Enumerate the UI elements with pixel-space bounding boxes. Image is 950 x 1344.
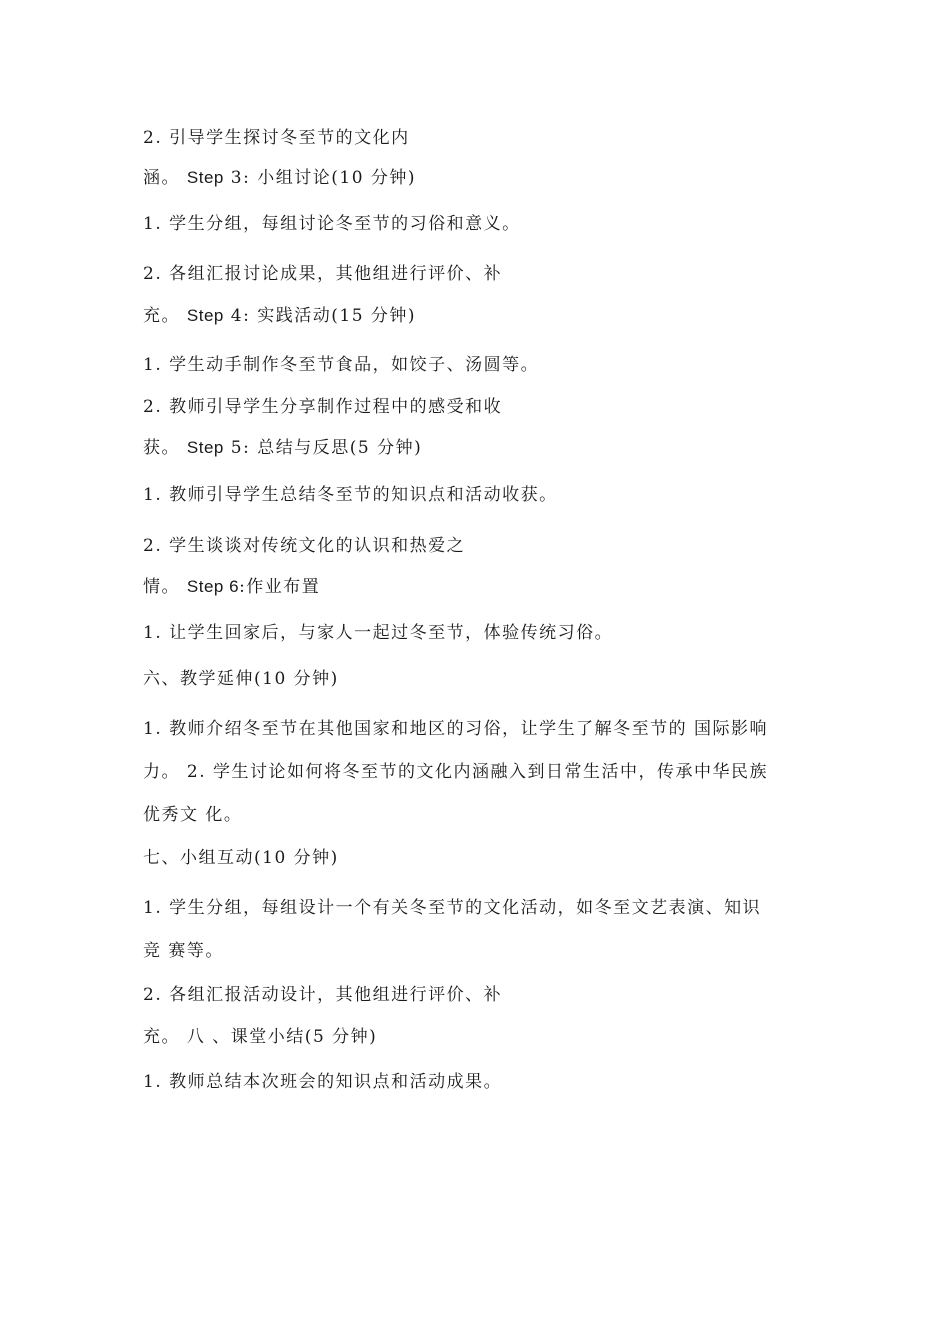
text-line (143, 804, 242, 826)
section-heading (143, 1026, 377, 1048)
text-run: 情。 (143, 577, 187, 597)
text-line (143, 484, 558, 506)
text-run: 1. 教师总结本次班会的知识点和活动成果。 (143, 1072, 503, 1092)
text-run: 5: 总结与反思(5 分钟) (223, 438, 423, 458)
text-run: 1. 让学生回家后，与家人一起过冬至节，体验传统习俗。 (143, 623, 614, 643)
text-run: 1. 学生动手制作冬至节食品，如饺子、汤圆等。 (143, 355, 540, 375)
text-run: 充。 (143, 306, 187, 326)
text-line (143, 396, 502, 418)
text-line (143, 354, 539, 376)
text-line (143, 213, 521, 235)
text-run: 涵。 (143, 168, 187, 188)
text-line (143, 1071, 502, 1093)
step-heading-line (143, 437, 422, 459)
step-label: Step (186, 168, 224, 187)
step-label: Step (186, 438, 224, 457)
text-run: 1. 学生分组，每组设计一个有关冬至节的文化活动，如冬至文艺表演、知识 (143, 898, 762, 918)
step-label: Step 6 (186, 577, 240, 596)
step-label: Step (186, 306, 224, 325)
section-heading (143, 847, 339, 869)
text-run: 1. 教师介绍冬至节在其他国家和地区的习俗，让学生了解冬至节的 国际影响 (143, 719, 769, 739)
text-line (143, 761, 768, 783)
text-line (143, 718, 768, 740)
text-run: 2. 学生谈谈对传统文化的认识和热爱之 (143, 536, 466, 556)
text-run: 2. 教师引导学生分享制作过程中的感受和收 (143, 397, 503, 417)
text-run: 竞 赛等。 (143, 941, 224, 961)
text-run: 优秀文 化。 (143, 805, 243, 825)
section-heading (143, 668, 339, 690)
text-run: 力。 2. 学生讨论如何将冬至节的文化内涵融入到日常生活中，传承中华民族 (143, 762, 769, 782)
text-run: :作业布置 (239, 577, 321, 597)
text-line (143, 897, 761, 919)
text-run: 3: 小组讨论(10 分钟) (223, 168, 417, 188)
text-run: 4: 实践活动(15 分钟) (223, 306, 417, 326)
text-run: 2. 各组汇报活动设计，其他组进行评价、补 (143, 985, 503, 1005)
text-line (143, 535, 465, 557)
step-heading-line (143, 576, 320, 598)
text-run: 2. 各组汇报讨论成果，其他组进行评价、补 (143, 264, 503, 284)
text-line (143, 984, 502, 1006)
text-line (143, 263, 502, 285)
text-run: 1. 教师引导学生总结冬至节的知识点和活动收获。 (143, 485, 558, 505)
step-heading-line (143, 305, 416, 327)
text-run: 获。 (143, 438, 187, 458)
text-line (143, 622, 613, 644)
text-line (143, 940, 224, 962)
text-run: 七、小组互动(10 分钟) (143, 848, 339, 868)
text-run: 充。 八 、课堂小结(5 分钟) (143, 1027, 378, 1047)
step-heading-line (143, 167, 416, 189)
text-line (143, 127, 410, 149)
text-run: 2. 引导学生探讨冬至节的文化内 (143, 128, 410, 148)
text-run: 1. 学生分组，每组讨论冬至节的习俗和意义。 (143, 214, 521, 234)
text-run: 六、教学延伸(10 分钟) (143, 669, 339, 689)
